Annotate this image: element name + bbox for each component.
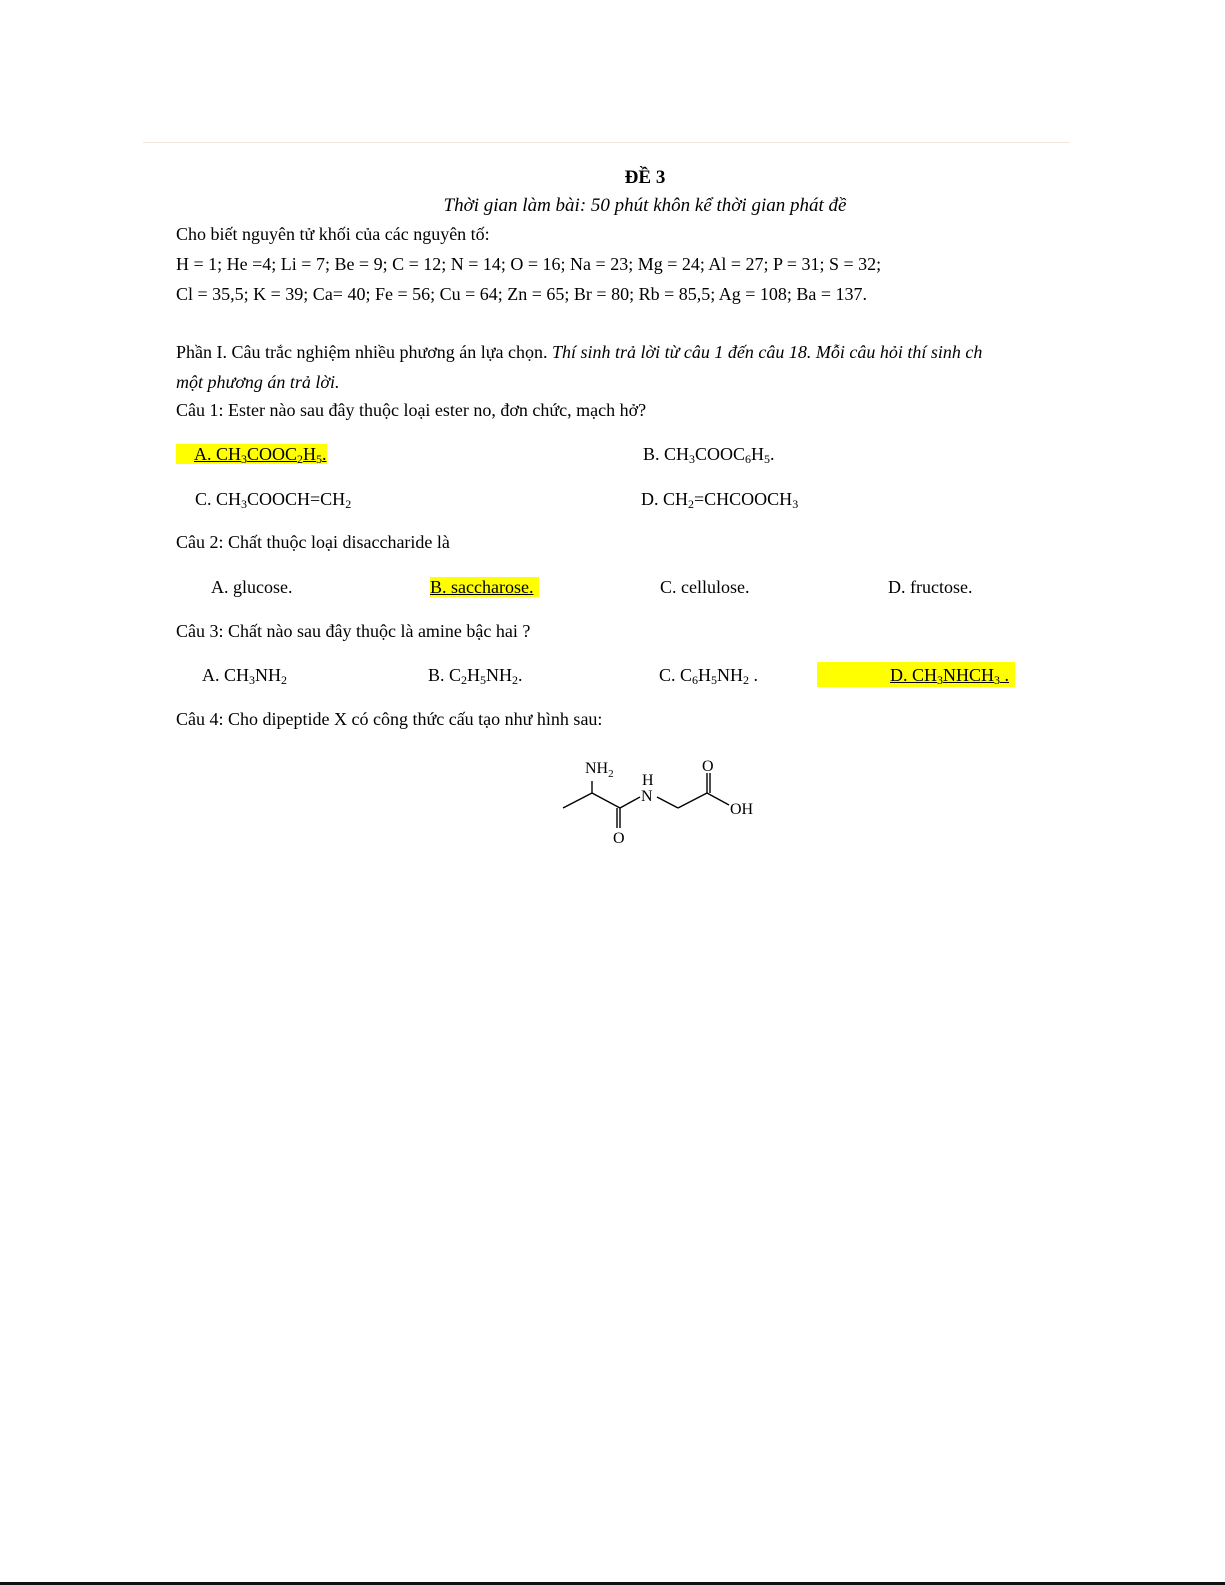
oh-label: OH — [730, 801, 754, 818]
q1-option-d[interactable]: D. $CH_2=CHCOOCH_3$ — [641, 489, 799, 511]
q1-option-a-highlight: A. $CH_3COOC_2H_5$. — [176, 444, 327, 464]
q1-option-a[interactable] — [176, 443, 327, 465]
top-divider — [143, 142, 1070, 143]
q3-option-c[interactable]: C. $C_6H_5NH_2$ . — [659, 665, 759, 687]
question-4-stem: Câu 4: Cho dipeptide X có công thức cấu tạo như hình sau: — [176, 709, 603, 729]
q1-option-c[interactable]: C. $CH_3COOCH=CH_2$ — [195, 489, 352, 511]
h-label: H — [642, 772, 654, 789]
atomic-mass-line-1: H = 1; He =4; Li = 7; Be = 9; C = 12; N = 14; O = 16; Na = 23; Mg = 24; Al = 27; P = 31; S = 32; — [176, 254, 882, 274]
nh2-label: $NH_2$ — [585, 760, 614, 780]
part1-header — [176, 341, 982, 363]
atomic-mass-intro: Cho biết nguyên tử khối của các nguyên tố: — [176, 224, 490, 244]
q2-option-b[interactable] — [430, 576, 539, 598]
q2-option-d[interactable]: D. fructose. — [888, 577, 973, 597]
part1-instruction-cont: một phương án trả lời. — [176, 372, 340, 392]
atomic-mass-line-2: Cl = 35,5; K = 39; Ca= 40; Fe = 56; Cu = 64; Zn = 65; Br = 80; Rb = 85,5; Ag = 108; Ba = 137. — [176, 284, 868, 304]
question-1-stem: Câu 1: Ester nào sau đây thuộc loại ester no, đơn chức, mạch hở? — [176, 400, 647, 420]
question-2-stem: Câu 2: Chất thuộc loại disaccharide là — [176, 532, 450, 552]
q2-option-b-highlight: B. saccharose. — [430, 577, 539, 597]
question-3-stem: Câu 3: Chất nào sau đây thuộc là amine bậc hai ? — [176, 621, 531, 641]
n-label: N — [641, 788, 653, 805]
q2-option-a[interactable]: A. glucose. — [211, 577, 293, 597]
q3-option-d[interactable]: D. $CH_3NHCH_3$ . — [890, 665, 1010, 687]
part1-label: Phần I. Câu trắc nghiệm nhiều phương án lựa chọn. — [176, 342, 548, 362]
o-top-label: O — [702, 758, 714, 775]
q1-option-b[interactable]: B. $CH_3COOC_6H_5$. — [643, 444, 775, 466]
part1-instruction: Thí sinh trả lời từ câu 1 đến câu 18. Mỗi câu hỏi thí sinh ch — [551, 342, 983, 362]
q3-option-b[interactable]: B. $C_2H_5NH_2$. — [428, 665, 523, 687]
q3-option-a[interactable]: A. $CH_3NH_2$ — [202, 665, 288, 687]
o-bottom-label: O — [613, 830, 625, 847]
q2-option-c[interactable]: C. cellulose. — [660, 577, 750, 597]
dipeptide-structure — [555, 755, 770, 850]
exam-title: ĐỀ 3 — [624, 167, 666, 188]
exam-subtitle: Thời gian làm bài: 50 phút khôn kể thời gian phát đề — [443, 195, 847, 216]
